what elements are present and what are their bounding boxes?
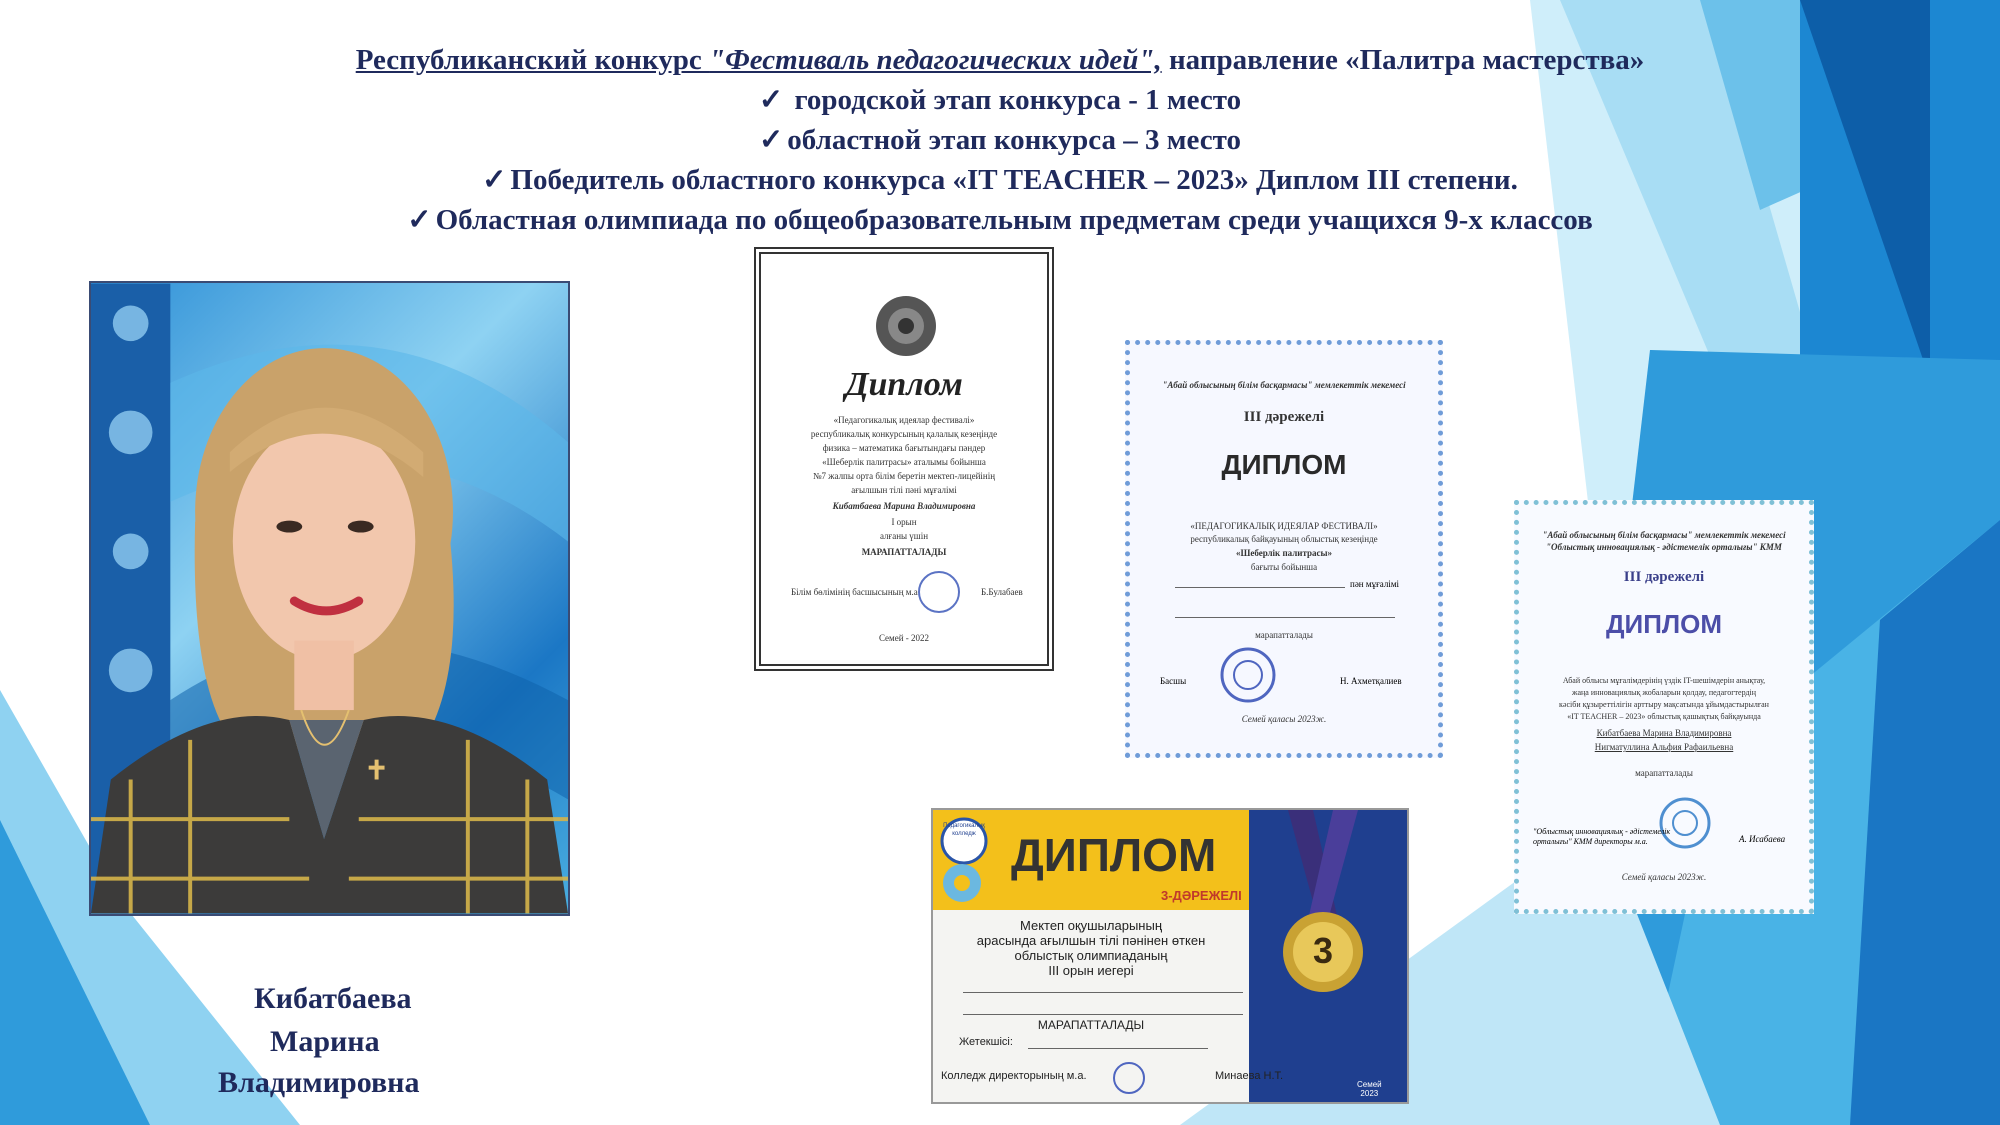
checkmark-icon: ✓ [407,204,432,236]
teacher-last-name: Кибатбаева [254,982,412,1015]
teacher-portrait [89,281,570,916]
checkmark-icon: ✓ [482,164,507,196]
teacher-patronymic: Владимировна [218,1066,420,1099]
recipient-name: Кибатбаева Марина Владимировна [832,501,976,511]
header-line-2: ✓ городской этап конкурса - 1 место [758,84,1242,116]
stamp-icon [1218,645,1278,705]
diploma-regional-stage: "Абай облысының білім басқармасы" мемлекеттік мекемесі III дәрежелі ДИПЛОМ «ПЕДАГОГИКАЛЫҚ ИДЕЯЛАР ФЕСТИВАЛІ» республикалық байқауының облыстық кезеңінде «Шеберлік палитрасы» бағыты бойынша пән мұғалімі марапатталады Басшы Н. Ахметқалиев Семей қаласы 2023ж. [1125,340,1443,758]
emblem-icon [874,294,938,358]
diploma-title: ДИПЛОМ [1605,609,1723,639]
checkmark-icon: ✓ [758,84,784,116]
diploma-city-stage: Диплом «Педагогикалық идеялар фестивалі» республикалық конкурсының қалалық кезеңінде физика – математика бағытындағы пәндер «Шеберлік палитрасы» аталымы бойынша №7 жалпы орта білім беретін мектеп-лицейінің ағылшын тілі пәні мұғалімі Кибатбаева Марина Владимировна I орын алғаны үшін МАРАПАТТАЛАДЫ Білім бөлімінің басшысының м.а. Б.Булабаев Семей - 2022 [754,247,1054,671]
diploma-olympiad: Педагогикалық колледж ДИПЛОМ 3-ДӘРЕЖЕЛІ 3 Мектеп оқушыларының арасында ағылшын тілі пәнінен өткен облыстық олимпиаданың III орын иегері МАРАПАТТАЛАДЫ Жетекшісі: Колледж директорының м.а. Минаева Н.Т. Семей 2023 [931,808,1409,1104]
header-line-1 [0,40,2000,80]
recipient-name: Кибатбаева Марина Владимировна [1596,728,1732,738]
emblem-icon [941,862,983,904]
portrait-illustration [91,283,568,914]
awards-header [0,40,2000,240]
header-line-4: ✓ Победитель областного конкурса «IT TEACHER – 2023» Диплом III степени. [482,164,1518,196]
header-line-3: ✓ областной этап конкурса – 3 место [758,124,1241,156]
festival-name: "Фестиваль педагогических идей", [709,44,1162,76]
checkmark-icon: ✓ [758,124,784,156]
teacher-first-name: Марина [270,1025,380,1058]
header-line-5: ✓ Областная олимпиада по общеобразовательным предметам среди учащихся 9-х классов [407,204,1593,236]
direction-name: направление «Палитра мастерства» [1161,44,1645,76]
stamp-icon [1111,1060,1147,1096]
medal-icon [1263,810,1383,1010]
contest-name-underlined: Республиканский конкурс [355,44,710,76]
diploma-title: ДИПЛОМ [1221,449,1347,480]
diploma-title: Диплом [845,366,963,403]
stamp-icon [916,569,962,615]
diploma-title: ДИПЛОМ [1011,829,1217,881]
diploma-it-teacher: "Абай облысының білім басқармасы" мемлекеттік мекемесі "Облыстық инновациялық - әдістемелік орталығы" КММ III дәрежелі ДИПЛОМ Абай облысы мұғалімдерінің үздік IT-шешімдерін анықтау, жаңа инновациялық жобаларын қолдау, педагогтердің кәсіби құзыреттілігін арттыру мақсатында ұйымдастырылған «IT TEACHER – 2023» облыстық қашықтық байқауында Кибатбаева Марина Владимировна Нигматуллина Альфия Рафаильевна марапатталады "Облыстық инновациялық - әдістемелік орталығы" КММ директоры м.а. А. Исабаева Семей қаласы 2023ж. [1514,500,1814,914]
